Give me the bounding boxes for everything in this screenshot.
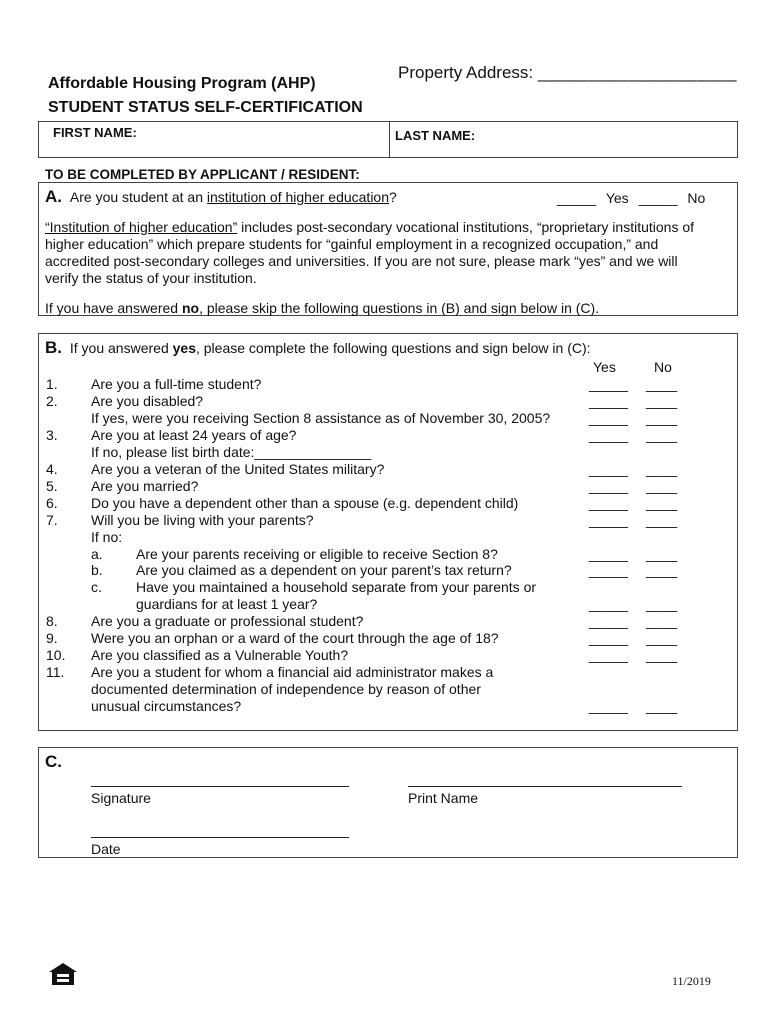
question-row: [39, 613, 737, 630]
answer-no-blank[interactable]: ____: [646, 596, 678, 613]
answer-yes-blank[interactable]: _____: [589, 460, 628, 477]
answer-yes-blank[interactable]: _____: [589, 376, 628, 392]
question-row: [39, 579, 737, 596]
question-text: guardians for at least 1 year?: [136, 596, 318, 613]
skip-instruction: If you have answered no, please skip the following questions in (B) and sign below in (C).: [45, 300, 600, 316]
answer-no-blank[interactable]: ____: [646, 477, 678, 494]
column-yes-header: Yes: [593, 359, 616, 375]
question-row: [39, 461, 737, 478]
question-row: [39, 630, 737, 647]
question-row: [39, 393, 737, 410]
section-b-intro: B. If you answered yes, please complete the following questions and sign below in (C):: [45, 338, 591, 357]
question-row: [39, 529, 737, 546]
date-label: Date: [91, 841, 121, 857]
date-line[interactable]: [91, 837, 349, 838]
completed-by-heading: TO BE COMPLETED BY APPLICANT / RESIDENT:: [45, 167, 360, 182]
question-text: Do you have a dependent other than a spouse (e.g. dependent child): [91, 494, 519, 511]
question-text: If no, please list birth date:_______________: [91, 443, 372, 460]
question-number: 2.: [46, 392, 58, 409]
question-number: 9.: [46, 630, 58, 647]
answer-yes-blank[interactable]: _____: [589, 545, 628, 562]
revision-date: 11/2019: [672, 974, 711, 988]
answer-no-blank[interactable]: ____: [646, 630, 678, 647]
question-text: unusual circumstances?: [91, 698, 242, 715]
section-a-letter: A.: [45, 187, 62, 206]
answer-yes-blank[interactable]: _____: [589, 494, 628, 511]
question-text: Are you a veteran of the United States military?: [91, 460, 385, 477]
answer-yes-blank[interactable]: _____: [589, 698, 628, 715]
section-a-no-blank[interactable]: _____: [638, 190, 678, 206]
question-text: Have you maintained a household separate from your parents or: [136, 579, 537, 596]
question-text: Are you a graduate or professional student?: [91, 613, 364, 630]
question-row: [39, 698, 737, 715]
answer-yes-blank[interactable]: _____: [589, 392, 628, 409]
sub-question-letter: c.: [91, 579, 102, 596]
question-text: If no:: [91, 528, 123, 545]
answer-no-blank[interactable]: ____: [646, 545, 678, 562]
answer-yes-blank[interactable]: _____: [589, 613, 628, 630]
question-number: 1.: [46, 376, 58, 392]
section-a-question: A. Are you student at an institution of higher education?: [45, 187, 397, 206]
answer-yes-blank[interactable]: _____: [589, 630, 628, 647]
question-row: [39, 647, 737, 664]
section-c: [38, 747, 738, 858]
section-c-letter: C.: [45, 752, 62, 771]
question-row: [39, 681, 737, 698]
question-text: If yes, were you receiving Section 8 assistance as of November 30, 2005?: [91, 409, 551, 426]
answer-no-blank[interactable]: ____: [646, 647, 678, 664]
answer-no-blank[interactable]: ____: [646, 698, 678, 715]
print-name-label: Print Name: [408, 790, 479, 806]
question-row: [39, 562, 737, 579]
sub-question-letter: a.: [91, 545, 103, 562]
institution-definition: “Institution of higher education” includes post-secondary vocational institutions, “proprietary institutions of higher education” which prepare students for “gainful employment in a recognized occupation,” and accredited post-secondary colleges and universities. If you are not sure, please mark “yes” and we will verify the status of your institution.: [45, 219, 695, 286]
question-number: 3.: [46, 426, 58, 443]
equal-housing-icon: [48, 962, 78, 986]
name-box: [38, 121, 738, 158]
question-number: 11.: [46, 664, 65, 681]
answer-no-blank[interactable]: ____: [646, 562, 678, 579]
answer-yes-blank[interactable]: _____: [589, 409, 628, 426]
answer-no-blank[interactable]: ____: [646, 426, 678, 443]
question-text: Are you a student for whom a financial aid administrator makes a: [91, 664, 494, 681]
question-text: Were you an orphan or a ward of the court through the age of 18?: [91, 630, 499, 647]
last-name-field[interactable]: LAST NAME:: [395, 128, 476, 143]
question-number: 10.: [46, 647, 66, 664]
higher-education-link: institution of higher education: [206, 189, 389, 205]
question-number: 6.: [46, 494, 58, 511]
answer-no-blank[interactable]: ____: [646, 511, 678, 528]
answer-yes-blank[interactable]: _____: [589, 511, 628, 528]
property-address-field[interactable]: ____________________: [537, 63, 737, 82]
question-text: Are you at least 24 years of age?: [91, 426, 297, 443]
question-row: [39, 664, 737, 681]
name-box-divider: [389, 122, 390, 157]
question-row: [39, 410, 737, 427]
question-row: [39, 546, 737, 563]
print-name-line[interactable]: [408, 786, 682, 787]
question-text: Will you be living with your parents?: [91, 511, 314, 528]
question-row: [39, 512, 737, 529]
answer-no-blank[interactable]: ____: [646, 392, 678, 409]
section-b: [38, 333, 738, 731]
section-a-answer: _____ Yes _____ No: [557, 190, 706, 206]
question-number: 8.: [46, 613, 58, 630]
answer-yes-blank[interactable]: _____: [589, 647, 628, 664]
signature-line[interactable]: [91, 786, 349, 787]
question-text: Are you classified as a Vulnerable Youth?: [91, 647, 349, 664]
question-text: documented determination of independence by reason of other: [91, 681, 481, 698]
question-row: [39, 478, 737, 495]
question-number: 5.: [46, 477, 58, 494]
question-number: 7.: [46, 511, 58, 528]
property-address: [398, 63, 737, 83]
question-text: Are you claimed as a dependent on your parent’s tax return?: [136, 562, 512, 579]
program-title: Affordable Housing Program (AHP): [48, 75, 316, 92]
property-address-label: Property Address:: [398, 63, 534, 82]
section-b-letter: B.: [45, 338, 62, 357]
question-row: [39, 596, 737, 613]
question-row: [39, 444, 737, 461]
answer-no-blank[interactable]: ____: [646, 460, 678, 477]
question-number: 4.: [46, 460, 58, 477]
answer-no-blank[interactable]: ____: [646, 409, 678, 426]
section-a: [38, 182, 738, 316]
first-name-field[interactable]: FIRST NAME:: [53, 125, 137, 140]
section-a-yes-blank[interactable]: _____: [557, 190, 596, 206]
signature-label: Signature: [91, 790, 151, 806]
question-row: [39, 495, 737, 512]
question-text: Are you disabled?: [91, 392, 204, 409]
column-no-header: No: [654, 359, 672, 375]
form-title: STUDENT STATUS SELF-CERTIFICATION: [48, 99, 363, 116]
answer-yes-blank[interactable]: _____: [589, 477, 628, 494]
answer-no-blank[interactable]: ____: [646, 494, 678, 511]
answer-yes-blank[interactable]: _____: [589, 426, 628, 443]
answer-yes-blank[interactable]: _____: [589, 562, 628, 579]
question-text: Are you married?: [91, 477, 199, 494]
question-row: [39, 427, 737, 444]
answer-no-blank[interactable]: ____: [646, 376, 678, 392]
answer-yes-blank[interactable]: _____: [589, 596, 628, 613]
question-text: Are you a full-time student?: [91, 376, 262, 392]
question-row: [39, 376, 737, 393]
question-text: Are your parents receiving or eligible to receive Section 8?: [136, 545, 498, 562]
answer-no-blank[interactable]: ____: [646, 613, 678, 630]
sub-question-letter: b.: [91, 562, 103, 579]
